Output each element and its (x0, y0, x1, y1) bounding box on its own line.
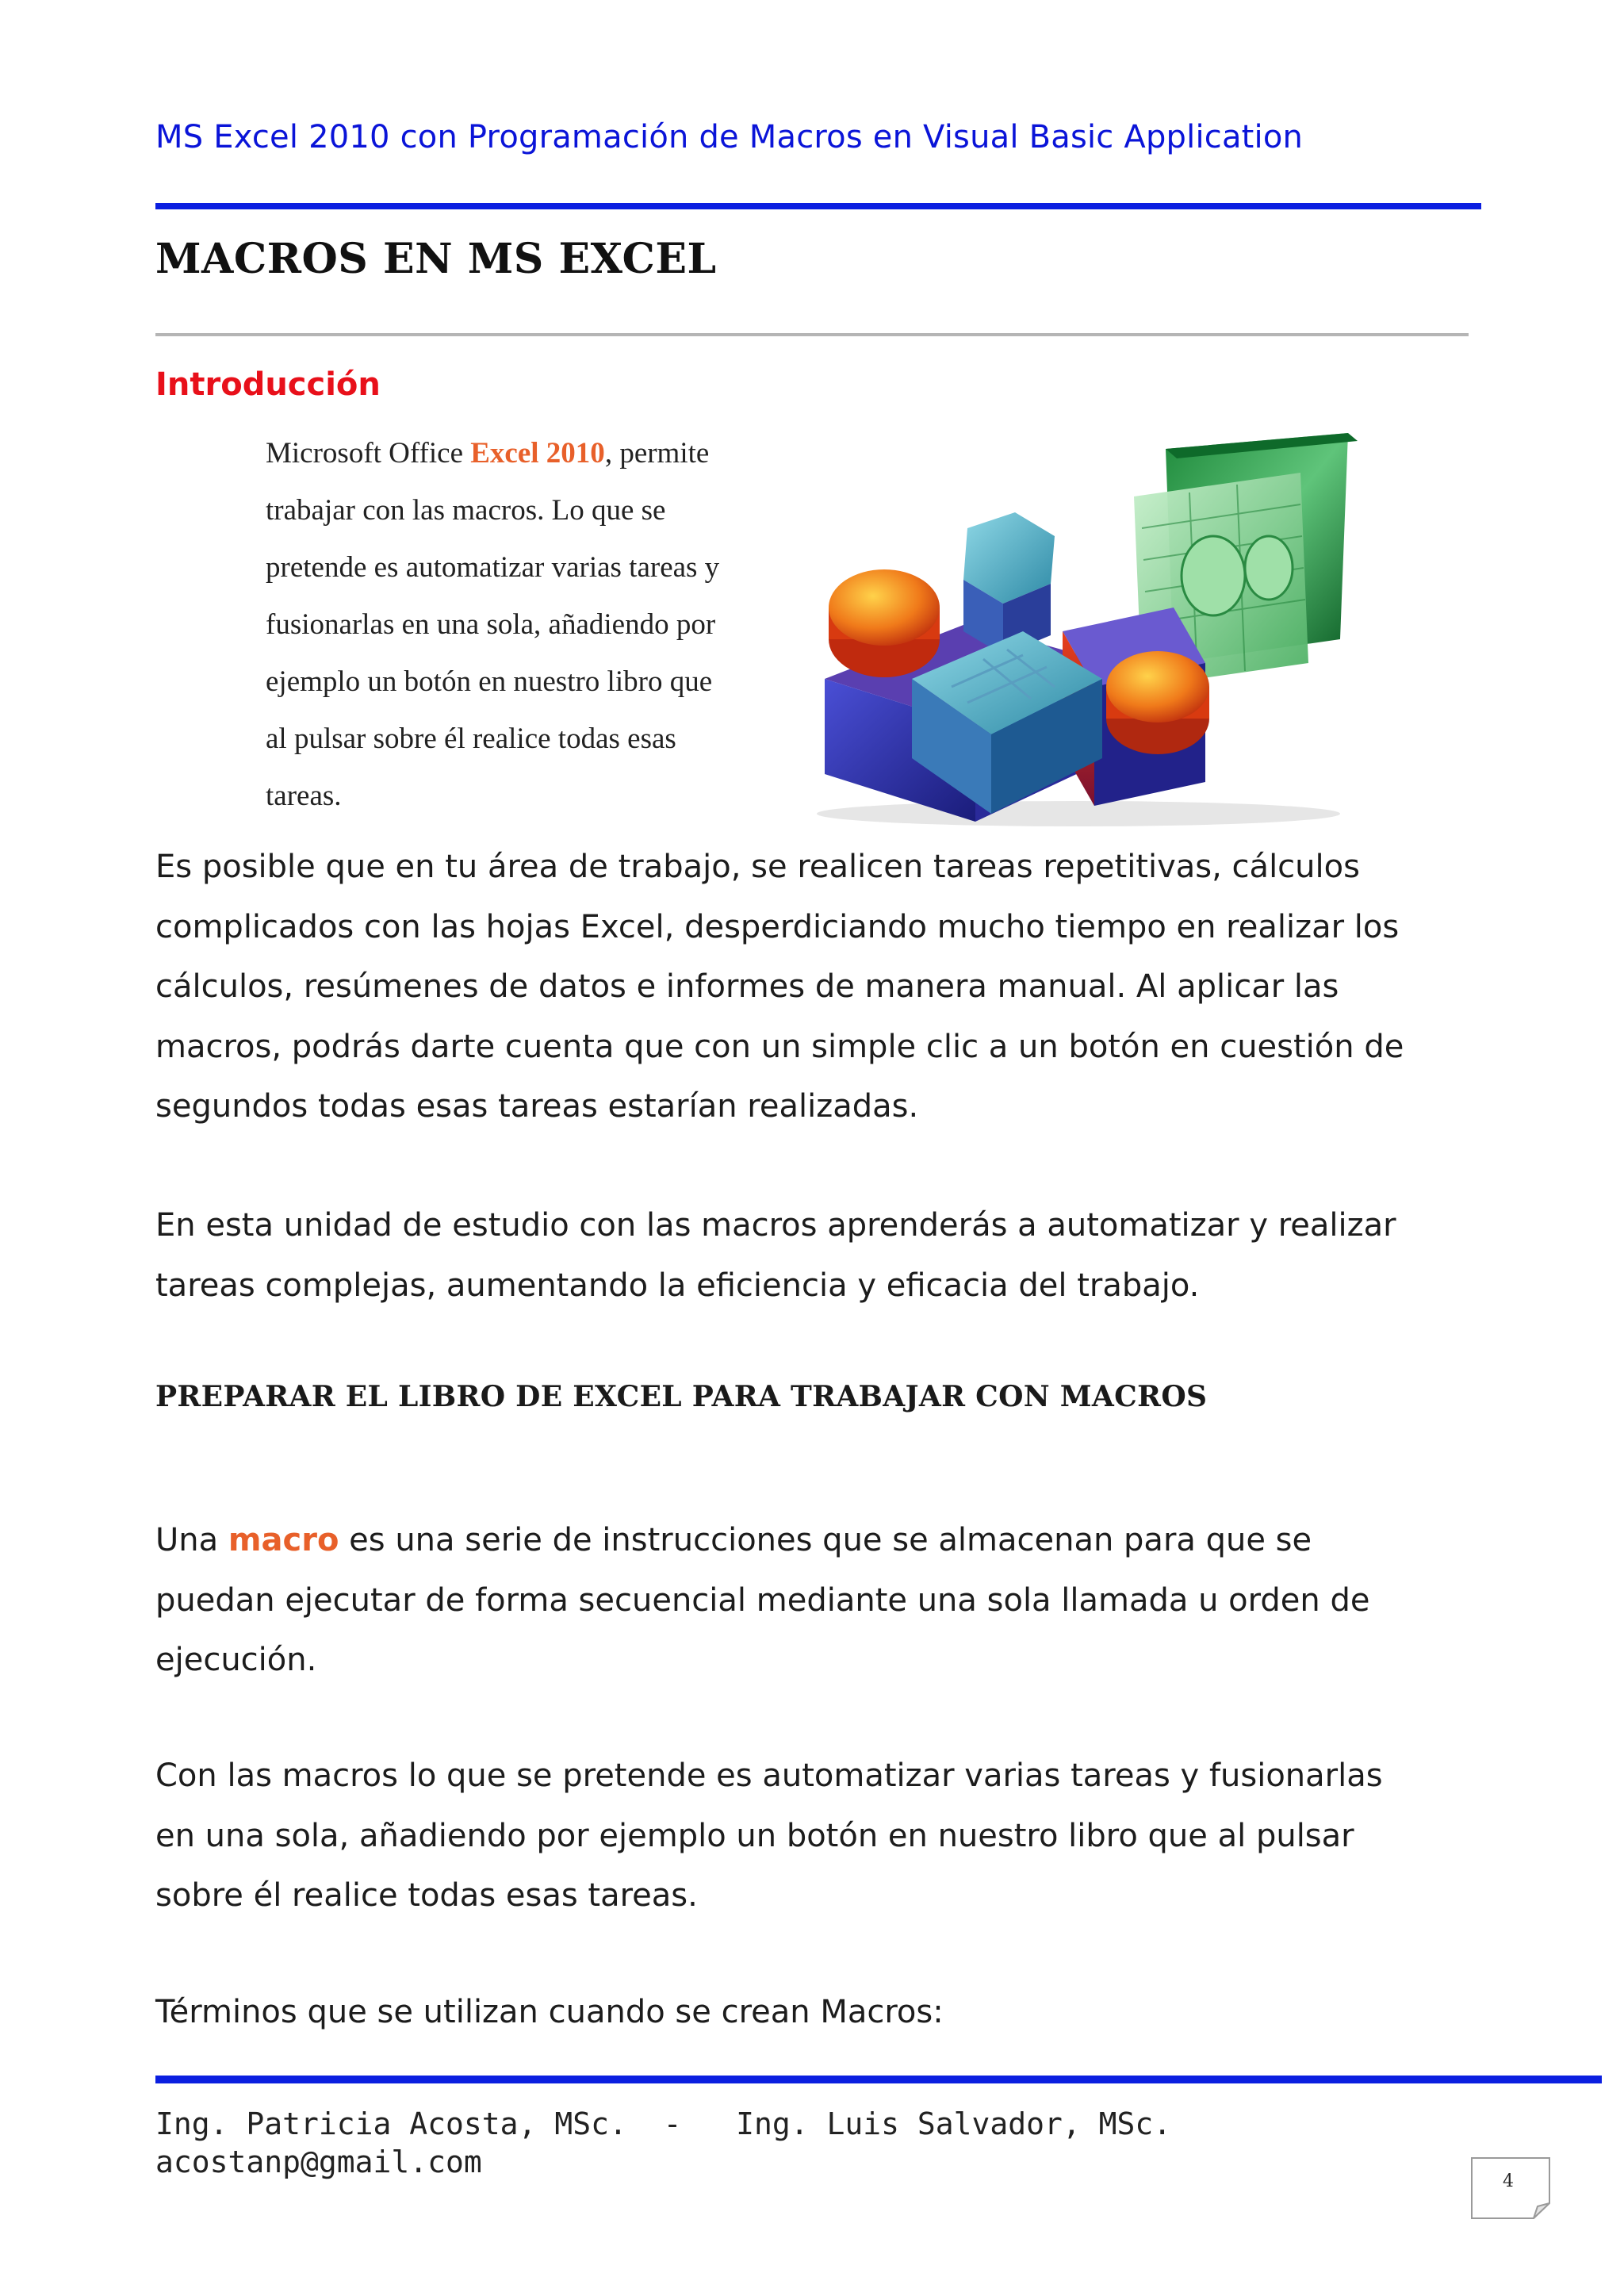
text-line: Una macro es una serie de instrucciones que se almacenan para que se (155, 1522, 1312, 1558)
section-heading-introduccion: Introducción (155, 366, 381, 403)
subheading-preparar-libro: PREPARAR EL LIBRO DE EXCEL PARA TRABAJAR CON MACROS (155, 1380, 1208, 1413)
text-line: en una sola, añadiendo por ejemplo un botón en nuestro libro que al pulsar (155, 1817, 1354, 1854)
running-header: MS Excel 2010 con Programación de Macros en Visual Basic Application (155, 119, 1304, 155)
text-line: cálculos, resúmenes de datos e informes de manera manual. Al aplicar las (155, 968, 1339, 1005)
page-number: 4 (1503, 2171, 1514, 2191)
text-line: sobre él realice todas esas tareas. (155, 1877, 698, 1914)
excel-blocks-illustration (793, 425, 1364, 830)
text-line: puedan ejecutar de forma secuencial mediante una sola llamada u orden de (155, 1581, 1370, 1619)
title-rule (155, 333, 1469, 336)
text-line: segundos todas esas tareas estarían realizadas. (155, 1088, 919, 1125)
footer-authors: Ing. Patricia Acosta, MSc. - Ing. Luis Salvador, MSc. (155, 2106, 1172, 2141)
excel-version-highlight: Excel 2010 (470, 437, 605, 470)
macro-term-highlight: macro (228, 1522, 339, 1558)
text-line: En esta unidad de estudio con las macros aprenderás a automatizar y realizar (155, 1207, 1396, 1244)
intro-text-box (266, 425, 789, 825)
text-line: macros, podrás darte cuenta que con un simple clic a un botón en cuestión de (155, 1028, 1404, 1065)
text-line: ejecución. (155, 1642, 317, 1678)
footer-email: acostanp@gmail.com (155, 2145, 482, 2179)
header-rule (155, 203, 1481, 209)
intro-line: tareas. (266, 780, 342, 812)
intro-line: pretende es automatizar varias tareas y (266, 551, 720, 584)
footer-rule (155, 2076, 1602, 2083)
text-line: complicados con las hojas Excel, desperdiciando mucho tiempo en realizar los (155, 908, 1400, 945)
text-line: tareas complejas, aumentando la eficiencia y eficacia del trabajo. (155, 1267, 1200, 1304)
intro-line: Microsoft Office Excel 2010, permite (266, 437, 710, 470)
text-line: Con las macros lo que se pretende es automatizar varias tareas y fusionarlas (155, 1757, 1383, 1794)
paragraph-definicion-macro (155, 1511, 1472, 1691)
paragraph-terminos: Términos que se utilizan cuando se crean Macros: (155, 1994, 944, 2030)
intro-line: al pulsar sobre él realice todas esas (266, 723, 676, 755)
text-line: Es posible que en tu área de trabajo, se realicen tareas repetitivas, cálculos (155, 849, 1360, 885)
paragraph-unidad-de-estudio (155, 1196, 1472, 1316)
chapter-title: MACROS EN MS EXCEL (155, 235, 717, 283)
paragraph-automatizar (155, 1746, 1472, 1926)
paragraph-areas-de-trabajo (155, 838, 1472, 1137)
intro-line: ejemplo un botón en nuestro libro que (266, 665, 713, 698)
intro-line: fusionarlas en una sola, añadiendo por (266, 608, 716, 641)
intro-line: trabajar con las macros. Lo que se (266, 494, 666, 527)
